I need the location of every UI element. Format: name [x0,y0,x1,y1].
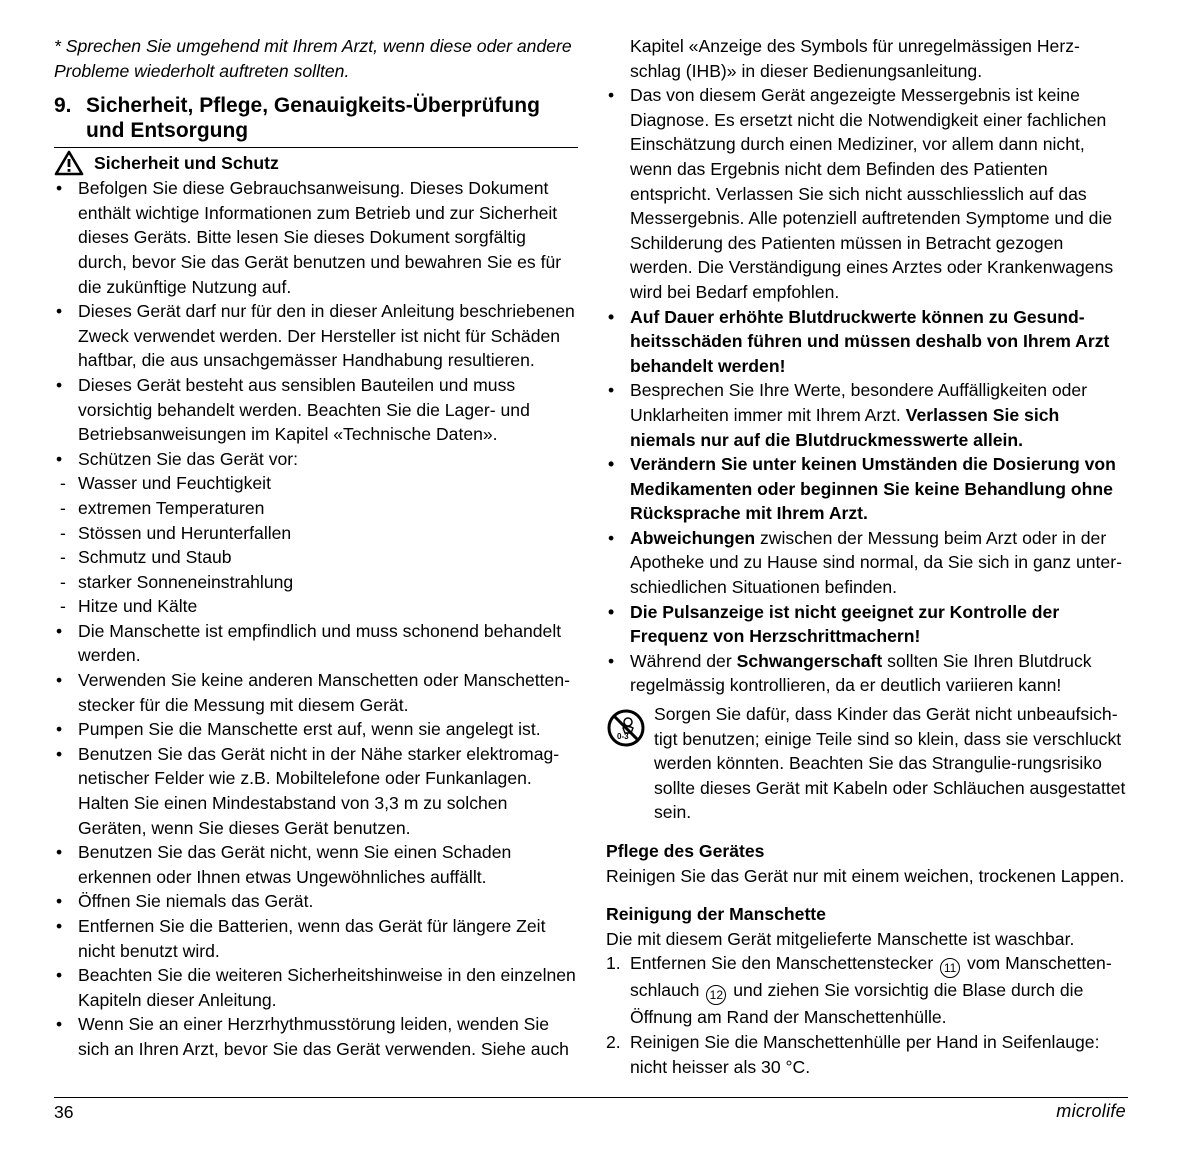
section-heading [54,93,578,148]
list-item: • Beachten Sie die weiteren Sicherheitshinweise in den einzelnen Kapiteln dieser Anleitung. [54,963,578,1012]
text-bold: Abweichungen [630,527,756,548]
dash-item: - Stössen und Herunterfallen [54,521,578,546]
age-label: 0-3 [617,732,629,742]
no-children-icon-wrap [606,702,648,825]
dash-item: - Wasser und Feuchtigkeit [54,471,578,496]
step-item [606,951,1128,1030]
list-item: • Benutzen Sie das Gerät nicht in der Nähe starker elektromag-netischer Felder wie z.B. Mobiltelefone oder Funkanlagen. Halten Sie einen Mindestabstand von 3,3 m zu solchen Geräten, wenn Sie dieses Gerät benutzen. [54,742,578,840]
list-item: • Dieses Gerät besteht aus sensiblen Bauteilen und muss vorsichtig behandelt werden. Beachten Sie die Lager- und Betriebsanweisungen im Kapitel «Technische Daten». [54,373,578,447]
safety-subheading-text: Sicherheit und Schutz [94,152,279,173]
no-children-icon [606,708,646,748]
safety-list [54,176,578,1061]
list-item [606,378,1128,452]
care-text: Reinigen Sie das Gerät nur mit einem weichen, trockenen Lappen. [606,865,1125,886]
text-normal: vom Manschetten-schlauch [630,953,1112,1001]
protect-list [54,471,578,619]
cuff-title: Reinigung der Manschette [606,904,826,925]
notes-list [606,83,1128,698]
cuff-text: Die mit diesem Gerät mitgelieferte Manschette ist waschbar. [606,928,1075,949]
text-bold: Schwangerschaft [736,650,883,671]
safety-subheading [54,150,578,176]
footer-rule [54,1097,1128,1098]
text-normal: Während der [630,650,737,671]
list-item: • Verändern Sie unter keinen Umständen die Dosierung von Medikamenten oder beginnen Sie keine Behandlung ohne Rücksprache mit Ihrem Arzt. [606,452,1128,526]
footnote: * Sprechen Sie umgehend mit Ihrem Arzt, wenn diese oder andere Probleme wiederholt auftreten sollten. [54,36,572,81]
care-title: Pflege des Gerätes [606,841,765,861]
dash-item: - Hitze und Kälte [54,594,578,619]
children-warning [606,702,1128,825]
dash-item: - starker Sonneneinstrahlung [54,570,578,595]
ref-number: 11 [940,958,960,978]
dash-item: - extremen Temperaturen [54,496,578,521]
list-item [606,649,1128,698]
step-item [606,1030,1128,1079]
text-normal: sollten Sie Ihren Blutdruck regelmässig kontrollieren, da er deutlich variieren kann! [630,650,1092,696]
list-item: • Entfernen Sie die Batterien, wenn das Gerät für längere Zeit nicht benutzt wird. [54,914,578,963]
continued-text: Kapitel «Anzeige des Symbols für unregelmässigen Herz-schlag (IHB)» in dieser Bedienungsanleitung. [630,36,1080,81]
brand-logo: microlife [1056,1101,1126,1121]
ref-number: 12 [706,985,726,1005]
text-normal: zwischen der Messung beim Arzt oder in der Apotheke und zu Hause sind normal, da Sie sich in ganz unter-schiedlichen Situationen befinden. [630,527,1122,598]
text-normal: Besprechen Sie Ihre Werte, besondere Auffälligkeiten oder Unklarheiten immer mit Ihrem Arzt. [630,380,1088,425]
list-item: • Pumpen Sie die Manschette erst auf, wenn sie angelegt ist. [54,717,578,742]
list-item [606,526,1128,600]
list-item: • Öffnen Sie niemals das Gerät. [54,889,578,914]
step-number: 2. [606,1031,621,1052]
text-normal: Reinigen Sie die Manschettenhülle per Hand in Seifenlauge: nicht heisser als 30 °C. [630,1031,1100,1077]
cuff-steps [606,951,1128,1079]
list-item: • Dieses Gerät darf nur für den in dieser Anleitung beschriebenen Zweck verwendet werden. Der Hersteller ist nicht für Schäden haftbar, die aus unsachgemässer Handhabung resultieren. [54,299,578,373]
list-item: • Auf Dauer erhöhte Blutdruckwerte können zu Gesund-heitsschäden führen und müssen deshalb von Ihrem Arzt behandelt werden! [606,305,1128,379]
list-item: • Das von diesem Gerät angezeigte Messergebnis ist keine Diagnose. Es ersetzt nicht die Notwendigkeit einer fachlichen Einschätzung durch einen Mediziner, vor allem dann nicht, wenn das Ergebnis nicht dem Befinden des Patienten entspricht. Verlassen Sie sich nicht ausschliesslich auf das Messergebnis. Alle potenziell auftretenden Symptome und die Schilderung des Patienten müssen in Betracht gezogen werden. Die Verständigung eines Arztes oder Krankenwagens wird bei Bedarf empfohlen. [606,83,1128,304]
section-number: 9. [54,94,72,118]
protect-intro: Schützen Sie das Gerät vor: [78,448,299,469]
list-item: • Benutzen Sie das Gerät nicht, wenn Sie einen Schaden erkennen oder Ihnen etwas Ungewöhnliches auffällt. [54,840,578,889]
warning-triangle-icon [54,150,84,176]
left-column [54,34,578,1062]
children-warning-text: Sorgen Sie dafür, dass Kinder das Gerät nicht unbeaufsich-tigt benutzen; einige Teile sind so klein, dass sie verschluckt werden könnten. Beachten Sie das Strangulie-rungsrisiko sollte dieses Gerät mit Kabeln oder Schläuchen ausgestattet sein. [654,704,1126,823]
text-normal: Entfernen Sie den Manschettenstecker [630,953,939,974]
list-item: • Wenn Sie an einer Herzrhythmusstörung leiden, wenden Sie sich an Ihren Arzt, bevor Sie das Gerät verwenden. Siehe auch [54,1012,578,1061]
text-normal: und ziehen Sie vorsichtig die Blase durch die Öffnung am Rand der Manschettenhülle. [630,980,1084,1028]
text-bold: Verlassen Sie sich niemals nur auf die Blutdruckmesswerte allein. [630,404,1060,450]
list-item: • Befolgen Sie diese Gebrauchsanweisung. Dieses Dokument enthält wichtige Informationen zum Betrieb und zur Sicherheit dieses Geräts. Bitte lesen Sie dieses Dokument sorgfältig durch, bevor Sie das Gerät benutzen und bewahren Sie es für die zukünftige Nutzung auf. [54,176,578,299]
step-number: 1. [606,953,621,974]
dash-item: - Schmutz und Staub [54,545,578,570]
right-column [606,34,1128,1079]
list-item: • Die Pulsanzeige ist nicht geeignet zur Kontrolle der Frequenz von Herzschrittmachern! [606,600,1128,649]
list-item [54,447,578,619]
list-item: • Die Manschette ist empfindlich und muss schonend behandelt werden. [54,619,578,668]
section-title: Sicherheit, Pflege, Genauigkeits-Überprüfung und Entsorgung [86,94,540,143]
page-number: 36 [54,1102,74,1122]
list-item: • Verwenden Sie keine anderen Manschetten oder Manschetten-stecker für die Messung mit diesem Gerät. [54,668,578,717]
